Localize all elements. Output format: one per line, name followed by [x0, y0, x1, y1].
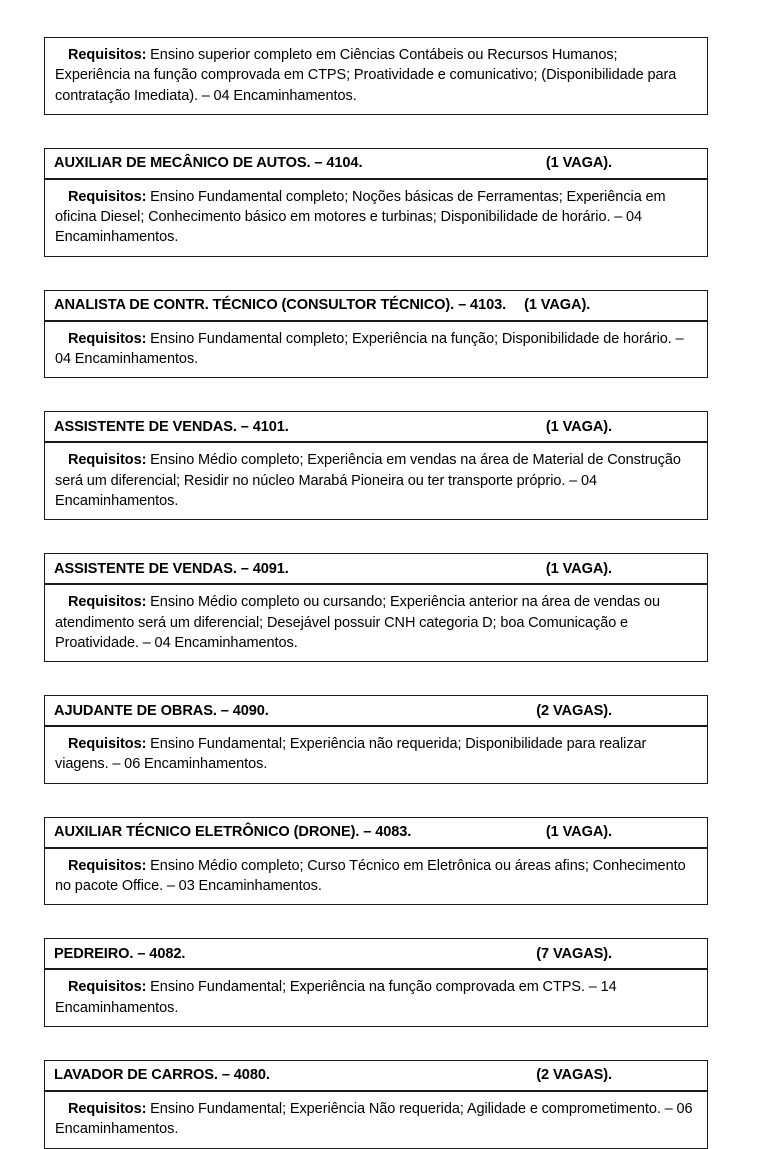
requirements-label: Requisitos: [68, 452, 147, 469]
requirements-text [55, 592, 696, 653]
requirements-text [55, 187, 696, 248]
job-title-box-4104[interactable] [44, 148, 708, 179]
job-title-4080: LAVADOR DE CARROS. – 4080. [54, 1067, 270, 1084]
jobs-container [44, 148, 708, 1149]
job-block-4104 [44, 148, 708, 257]
requirements-body: Ensino superior completo em Ciências Contábeis ou Recursos Humanos; Experiência na função comprovada em CTPS; Proatividade e comunicativo; (Disponibilidade para contratação Imediata). – 04 Encaminhamentos. [55, 47, 677, 104]
job-title-box-4080[interactable] [44, 1060, 708, 1091]
requirements-body: Ensino Médio completo; Curso Técnico em Eletrônica ou áreas afins; Conhecimento no pacote Office. – 03 Encaminhamentos. [55, 857, 686, 895]
requirements-box [44, 321, 708, 379]
job-listing [44, 37, 708, 1149]
requirements-label: Requisitos: [68, 330, 147, 347]
job-block-4080 [44, 1060, 708, 1149]
job-title-4083: AUXILIAR TÉCNICO ELETRÔNICO (DRONE). – 4083. [54, 824, 412, 841]
job-title-box-4082[interactable] [44, 938, 708, 969]
requirements-text [55, 450, 696, 511]
requirements-text [55, 856, 696, 897]
job-block-4103 [44, 290, 708, 379]
requirements-box [44, 442, 708, 520]
job-vagas-badge-4090: (2 VAGAS). [536, 702, 612, 719]
job-title-4103: ANALISTA DE CONTR. TÉCNICO (CONSULTOR TÉCNICO). – 4103. [54, 297, 507, 314]
requirements-text [55, 1099, 696, 1140]
requirements-label: Requisitos: [68, 979, 147, 996]
requirements-box [44, 848, 708, 906]
requirements-text [55, 329, 696, 370]
job-vagas-badge-4080: (2 VAGAS). [536, 1067, 612, 1084]
job-title-4101: ASSISTENTE DE VENDAS. – 4101. [54, 418, 289, 435]
requirements-label: Requisitos: [68, 736, 147, 753]
job-title-4090: AJUDANTE DE OBRAS. – 4090. [54, 702, 269, 719]
requirements-body: Ensino Fundamental completo; Noções básicas de Ferramentas; Experiência em oficina Diesel; Conhecimento básico em motores e turbinas; Disponibilidade de horário. – 04 Encaminhamentos. [55, 188, 666, 246]
requirements-body: Ensino Fundamental completo; Experiência na função; Disponibilidade de horário. – 04 Encaminhamentos. [55, 330, 684, 368]
job-block-4082 [44, 938, 708, 1027]
job-vagas-badge-4091: (1 VAGA). [545, 560, 612, 577]
requirements-box [44, 726, 708, 784]
job-vagas-badge-4104: (1 VAGA). [545, 155, 612, 172]
job-block-4090 [44, 695, 708, 784]
requirements-label: Requisitos: [68, 594, 147, 611]
requirements-text [55, 977, 696, 1018]
requirements-body: Ensino Fundamental; Experiência Não requerida; Agilidade e comprometimento. – 06 Encaminhamentos. [55, 1100, 693, 1138]
job-vagas-badge-4101: (1 VAGA). [545, 418, 612, 435]
requirements-body: Ensino Fundamental; Experiência não requerida; Disponibilidade para realizar viagens. – 06 Encaminhamentos. [55, 736, 647, 773]
requirements-text [55, 734, 696, 775]
job-block-continuation [44, 37, 708, 115]
job-title-box-4101[interactable] [44, 411, 708, 442]
requirements-body: Ensino Médio completo; Experiência em vendas na área de Material de Construção será um diferencial; Residir no núcleo Marabá Pioneira ou ter transporte próprio. – 04 Encaminhamentos. [55, 452, 681, 509]
requirements-label: Requisitos: [68, 857, 147, 874]
job-vagas-badge-4082: (7 VAGAS). [536, 945, 612, 962]
requirements-box [44, 1091, 708, 1149]
job-block-4091 [44, 553, 708, 662]
job-vagas-badge-4103: (1 VAGA). [524, 297, 591, 314]
job-title-4091: ASSISTENTE DE VENDAS. – 4091. [54, 560, 289, 577]
requirements-body: Ensino Médio completo ou cursando; Experiência anterior na área de vendas ou atendimento será um diferencial; Desejável possuir CNH categoria D; boa Comunicação e Proatividade. – 04 Encaminhamentos. [55, 594, 661, 651]
job-title-4082: PEDREIRO. – 4082. [54, 945, 186, 962]
job-vagas-badge-4083: (1 VAGA). [545, 824, 612, 841]
requirements-label: Requisitos: [68, 1100, 147, 1117]
job-title-box-4091[interactable] [44, 553, 708, 584]
job-block-4101 [44, 411, 708, 520]
requirements-label: Requisitos: [68, 188, 147, 205]
requirements-box [44, 969, 708, 1027]
requirements-text [55, 45, 696, 106]
requirements-box [44, 179, 708, 257]
requirements-box [44, 584, 708, 662]
requirements-box [44, 37, 708, 115]
job-block-4083 [44, 817, 708, 906]
requirements-body: Ensino Fundamental; Experiência na função comprovada em CTPS. – 14 Encaminhamentos. [55, 979, 617, 1016]
requirements-label: Requisitos: [68, 47, 147, 63]
job-title-box-4083[interactable] [44, 817, 708, 848]
job-title-box-4090[interactable] [44, 695, 708, 726]
job-title-box-4103[interactable] [44, 290, 708, 321]
job-title-4104: AUXILIAR DE MECÂNICO DE AUTOS. – 4104. [54, 155, 363, 172]
